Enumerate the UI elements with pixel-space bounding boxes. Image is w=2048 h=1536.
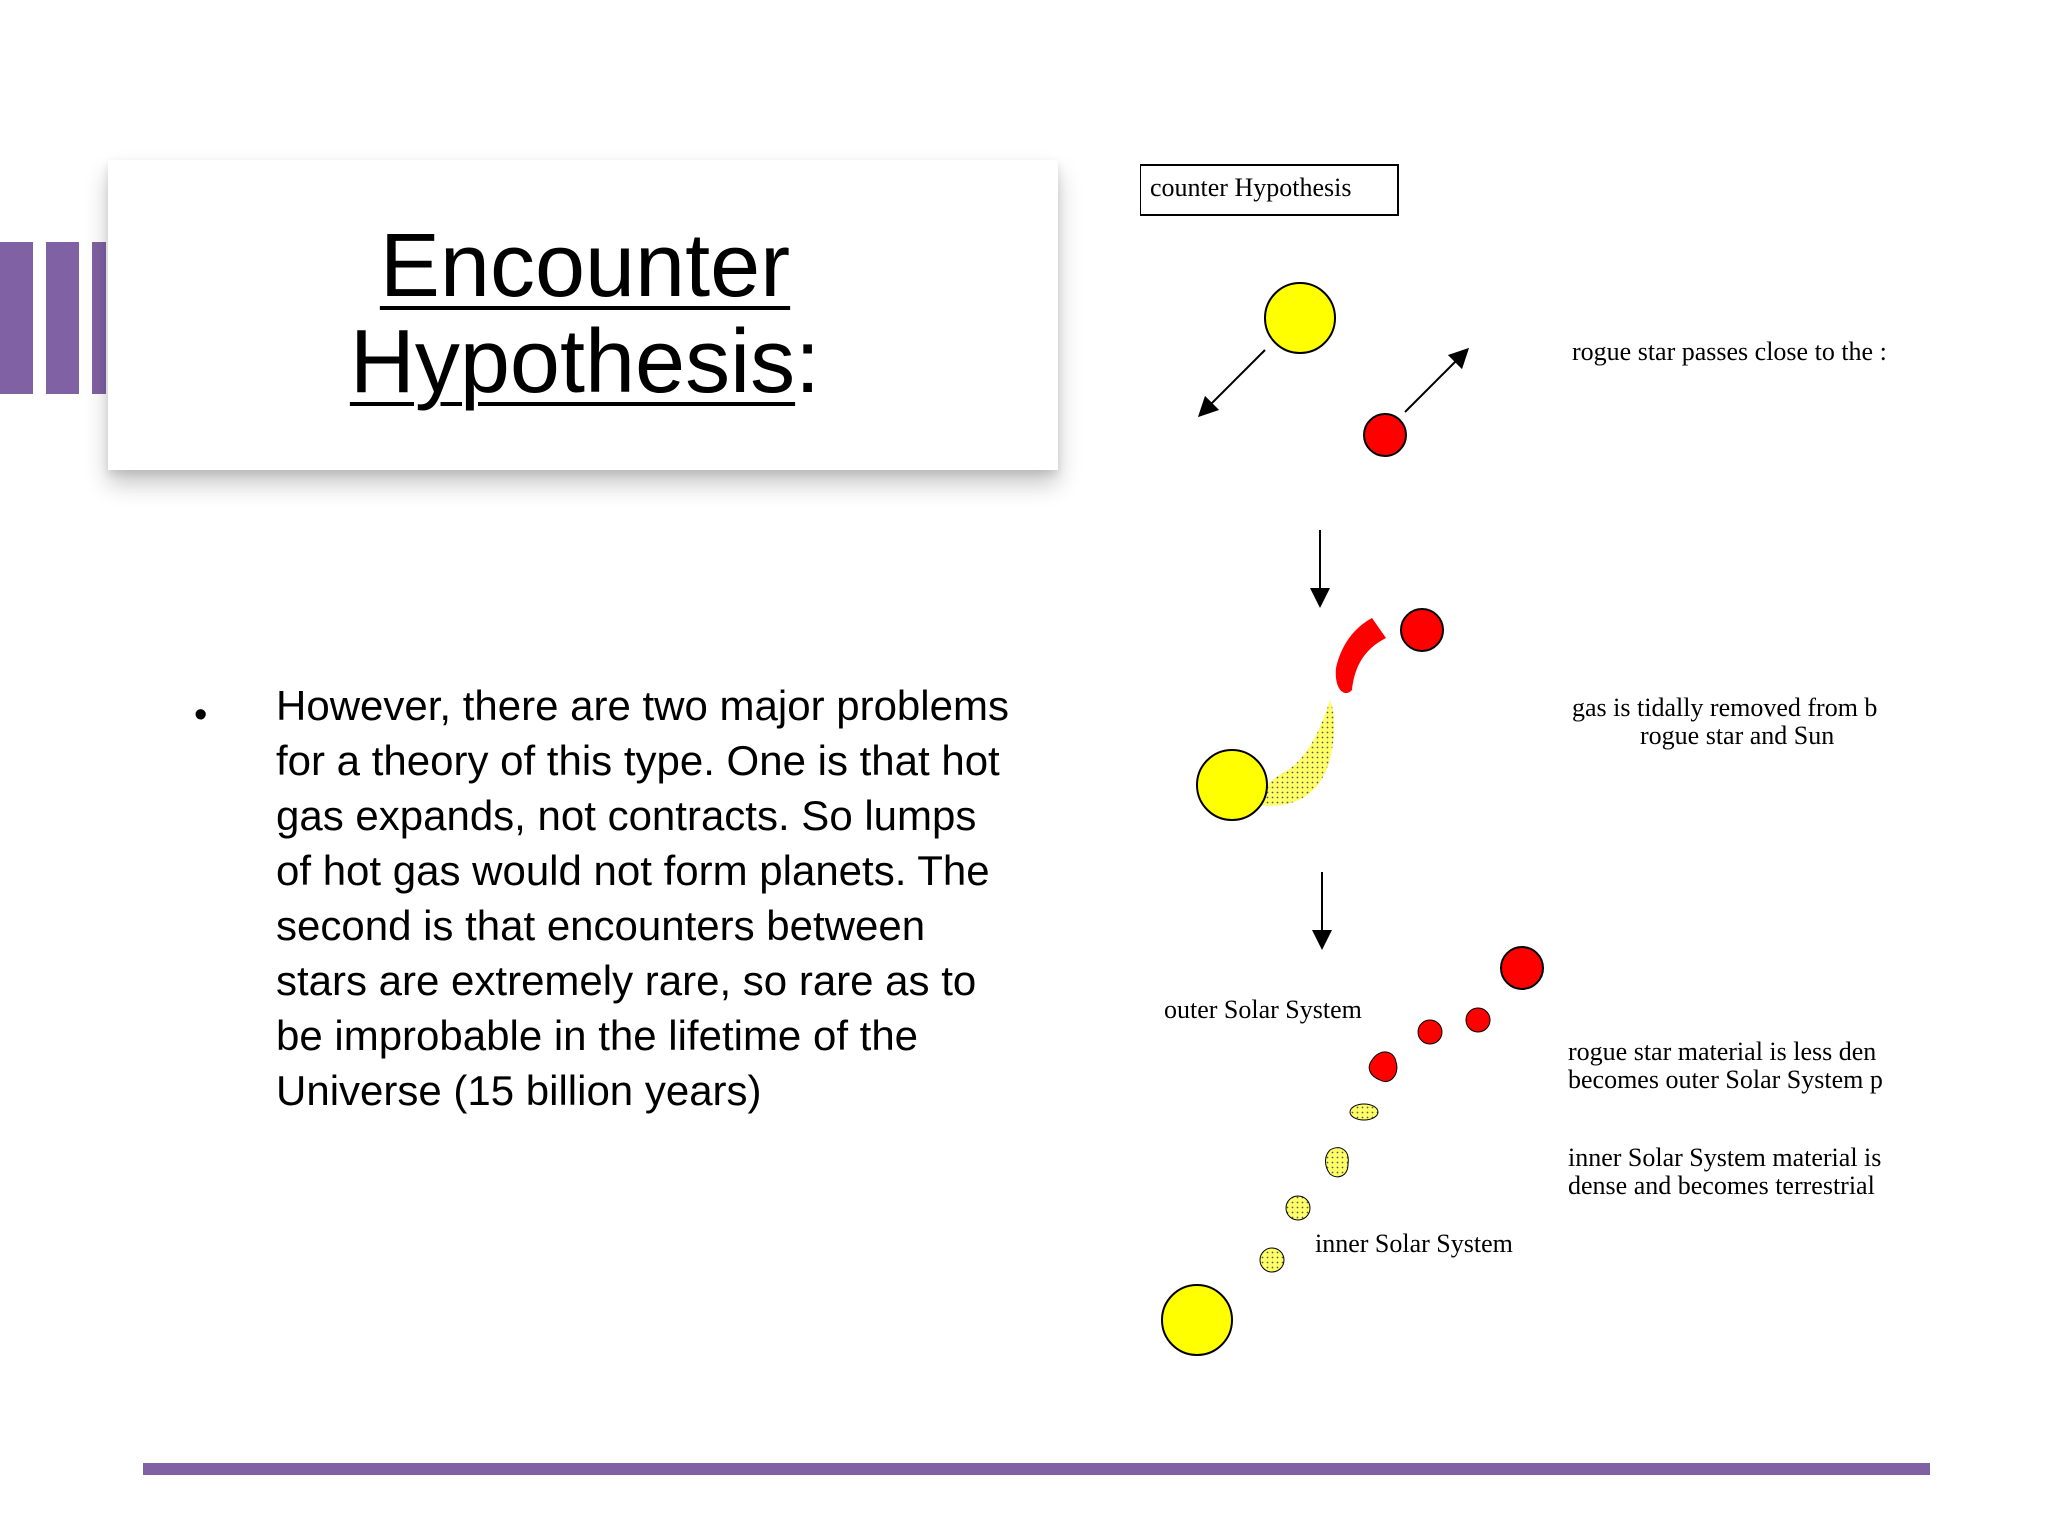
- rogue-star-stage1: [1364, 414, 1406, 456]
- inner-planet-3: [1286, 1196, 1310, 1220]
- rogue-star-stage2: [1401, 609, 1443, 651]
- outer-solar-system-label: outer Solar System: [1164, 995, 1362, 1024]
- outer-planet-2: [1418, 1020, 1442, 1044]
- title-word-encounter: Encounter: [379, 216, 791, 316]
- rogue-motion-arrow: [1405, 355, 1462, 412]
- diagram-header: [1140, 165, 1398, 215]
- title-colon: :: [795, 312, 821, 412]
- diagram-header-text: counter Hypothesis: [1150, 173, 1352, 202]
- sun-motion-arrow: [1205, 350, 1265, 410]
- sun-stage3: [1162, 1285, 1232, 1355]
- step2-caption-line1: gas is tidally removed from b: [1572, 693, 1878, 722]
- step3-caption-a1: rogue star material is less den: [1568, 1037, 1877, 1066]
- slide-title: [0, 218, 1170, 410]
- step3-caption-b1: inner Solar System material is: [1568, 1143, 1882, 1172]
- bullet-marker: •: [194, 694, 208, 736]
- step3-caption-b2: dense and becomes terrestrial: [1568, 1171, 1875, 1200]
- encounter-diagram: [1140, 150, 1960, 1390]
- step1-caption: rogue star passes close to the :: [1572, 337, 1887, 366]
- inner-planet-1: [1350, 1104, 1378, 1120]
- rogue-gas-stream: [1336, 618, 1386, 693]
- inner-solar-system-label: inner Solar System: [1315, 1229, 1513, 1258]
- rogue-star-stage3: [1501, 947, 1543, 989]
- step2-caption-line2: rogue star and Sun: [1640, 721, 1835, 750]
- bullet-text: However, there are two major problems for a theory of this type. One is that hot gas expands, not contracts. So lumps of hot gas would not form planets. The second is that encounters between stars are extremely rare, so rare as to be improbable in the lifetime of the Universe (15 billion years): [276, 682, 1009, 1114]
- sun-stage1: [1265, 283, 1335, 353]
- sun-gas-stream: [1258, 700, 1334, 806]
- sun-stage2: [1197, 750, 1267, 820]
- outer-planet-1: [1466, 1008, 1490, 1032]
- inner-planet-4: [1260, 1248, 1284, 1272]
- inner-planet-2: [1326, 1148, 1349, 1177]
- outer-planet-3: [1369, 1052, 1397, 1082]
- title-word-hypothesis: Hypothesis: [349, 312, 796, 412]
- step3-caption-a2: becomes outer Solar System p: [1568, 1065, 1883, 1094]
- bottom-accent-rule: [143, 1463, 1930, 1475]
